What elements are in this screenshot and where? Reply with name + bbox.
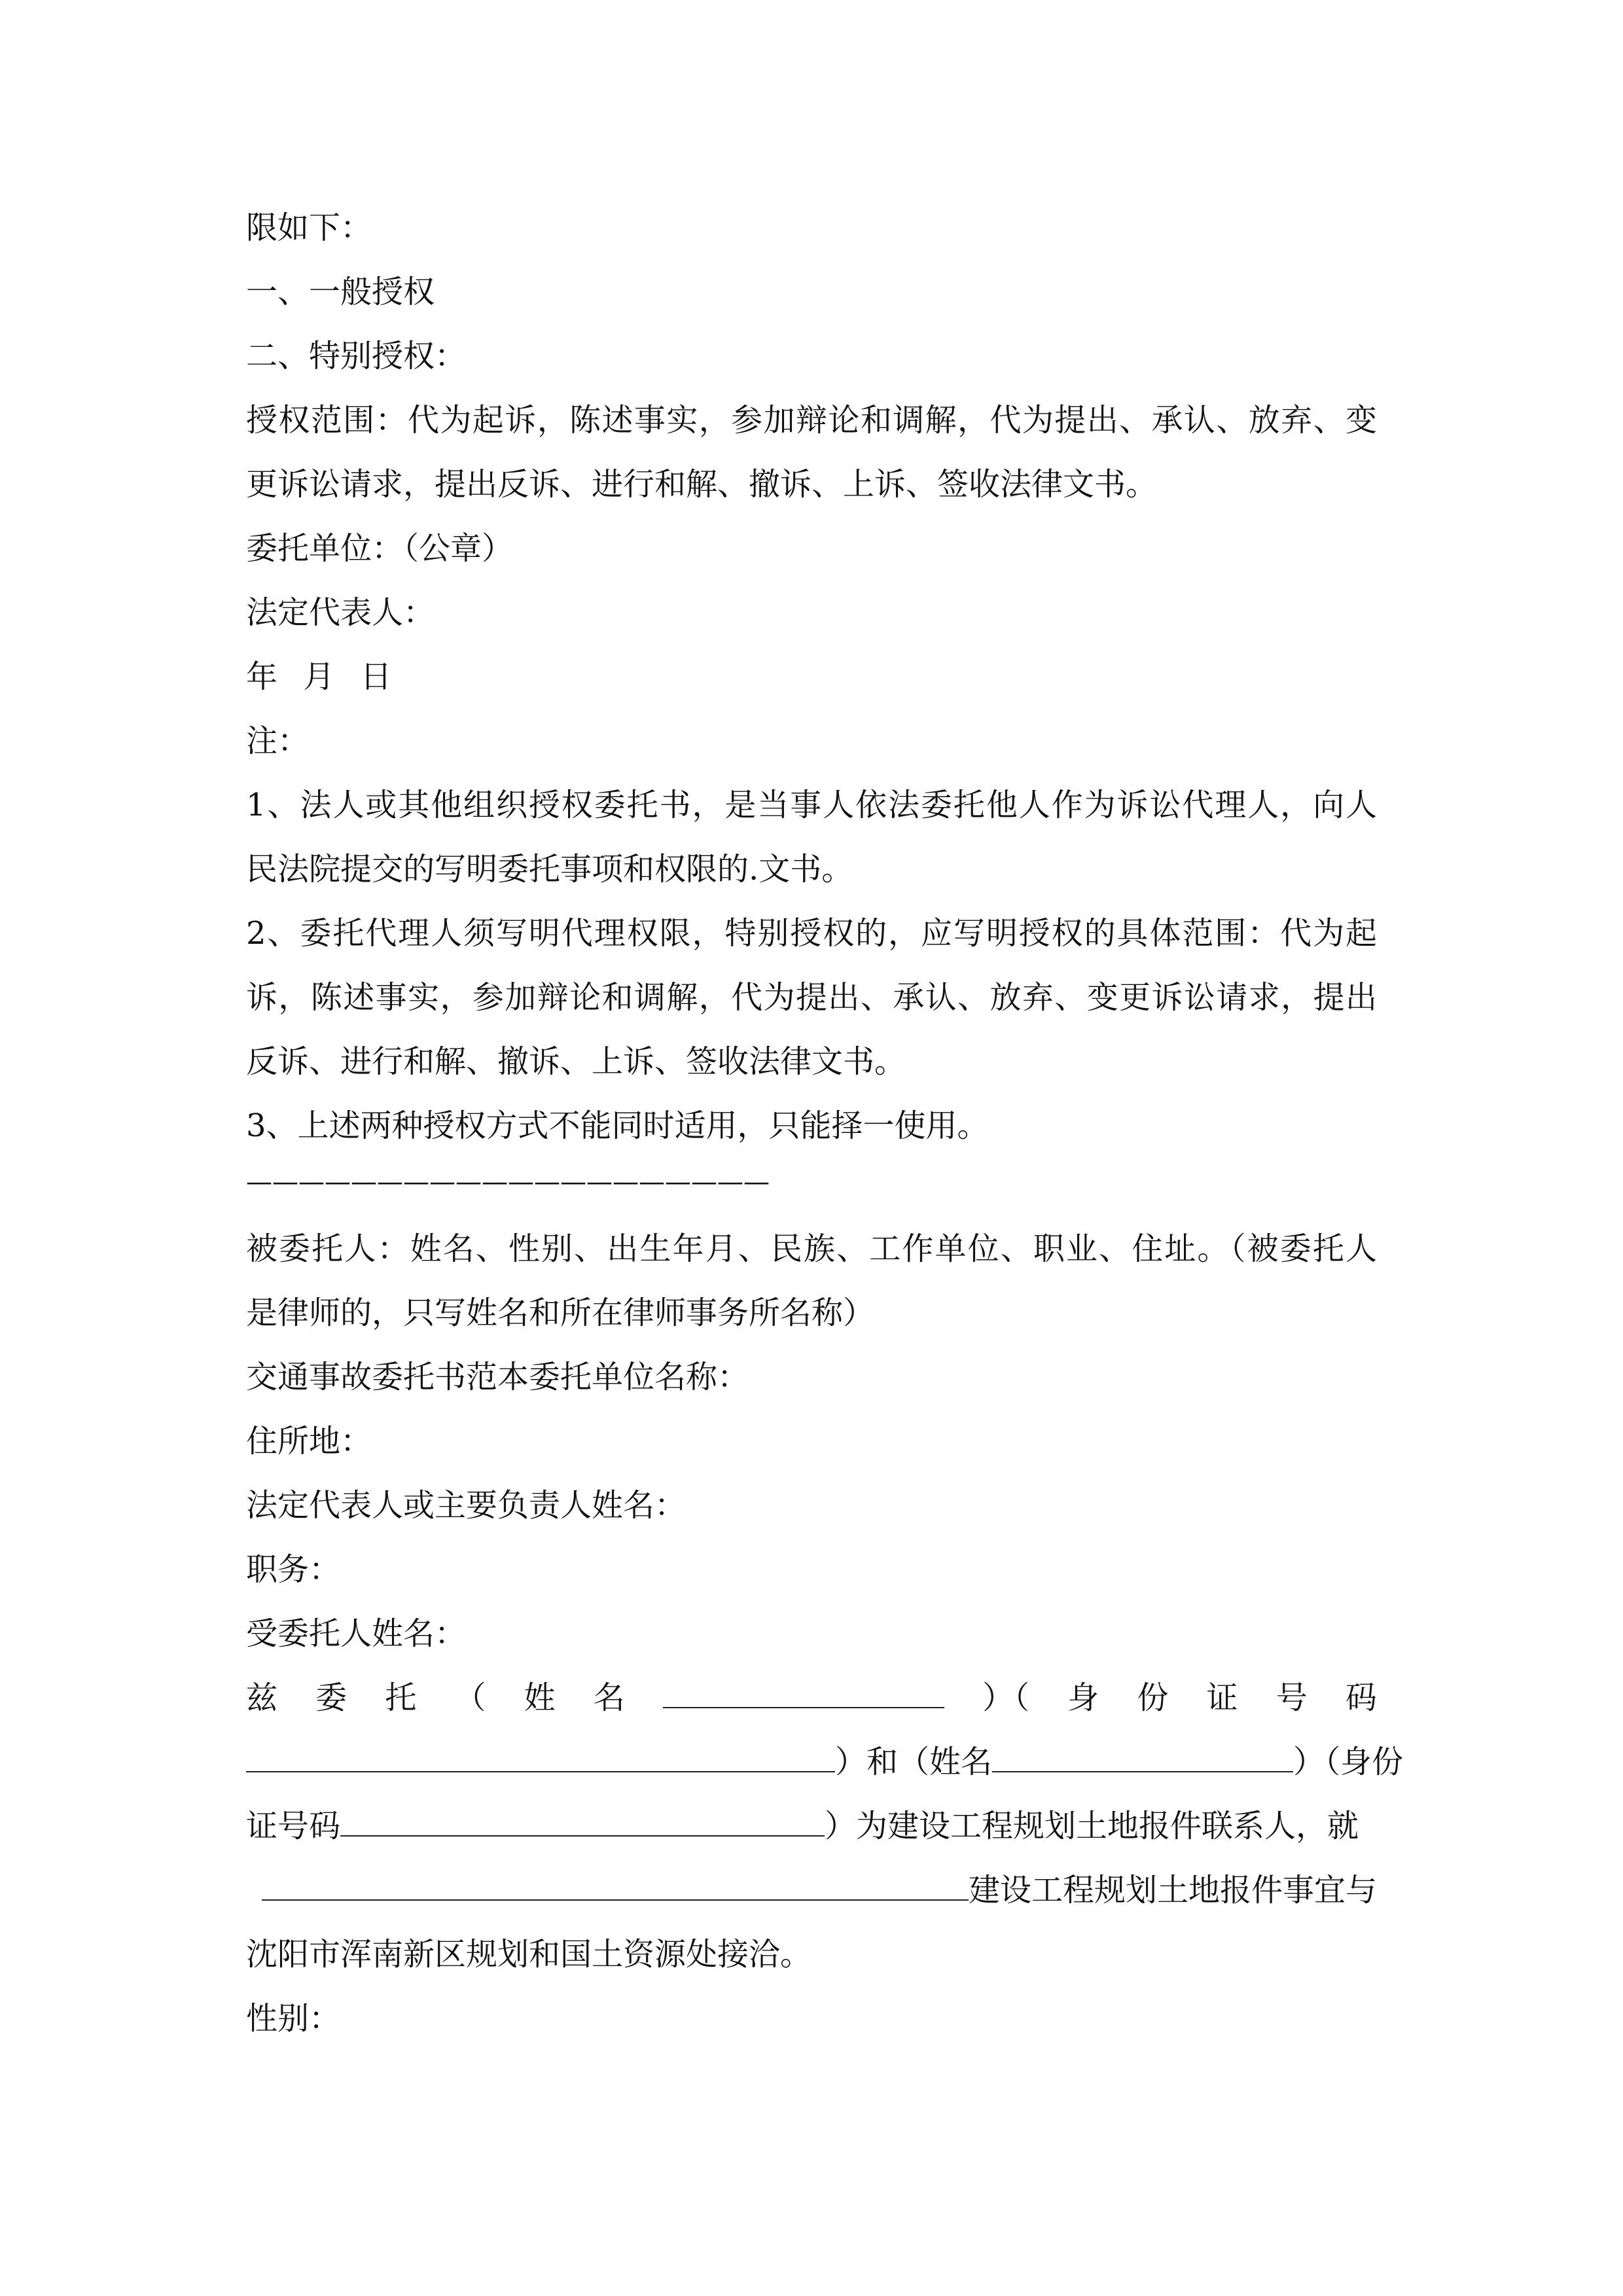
heading-general-authorization: 一、一般授权 xyxy=(246,274,435,310)
id-number-blank-2[interactable] xyxy=(340,1806,825,1837)
form-char: 委 xyxy=(315,1679,348,1716)
name-blank-2[interactable] xyxy=(992,1742,1293,1772)
text-line: 沈阳市浑南新区规划和国土资源处接洽。 xyxy=(246,1936,812,1973)
form-char: 证 xyxy=(1206,1679,1238,1716)
form-char: 姓 xyxy=(524,1679,556,1716)
text-line: 住所地： xyxy=(246,1423,372,1460)
text-line: 法定代表人或主要负责人姓名： xyxy=(246,1487,687,1524)
form-char: 托 xyxy=(385,1679,417,1716)
id-number-blank-1[interactable] xyxy=(246,1742,835,1772)
text-line: 受委托人姓名： xyxy=(246,1615,467,1652)
form-char: 码 xyxy=(1345,1679,1377,1716)
form-text: 建设工程规划土地报件事宜与 xyxy=(968,1872,1377,1909)
form-text: ）（身份 xyxy=(1293,1744,1404,1780)
date-line: 年 月 日 xyxy=(246,658,392,695)
text-line: 更诉讼请求，提出反诉、进行和解、撤诉、上诉、签收法律文书。 xyxy=(246,466,1158,503)
text-line: 民法院提交的写明委托事项和权限的.文书。 xyxy=(246,851,853,888)
text-line: 委托单位：（公章） xyxy=(246,530,514,567)
text-line: 交通事故委托书范本委托单位名称： xyxy=(246,1359,749,1395)
text-line: 被委托人：姓名、性别、出生年月、民族、工作单位、职业、住址。（被委托人 xyxy=(246,1230,1377,1267)
separator-line: ———————————————————— xyxy=(246,1167,770,1197)
text-line: 职务： xyxy=(246,1551,341,1588)
heading-special-authorization: 二、特别授权： xyxy=(246,338,467,374)
form-char: 份 xyxy=(1137,1679,1169,1716)
text-line: 是律师的，只写姓名和所在律师事务所名称） xyxy=(246,1295,875,1331)
form-text: 证号码 xyxy=(246,1808,341,1844)
name-blank-1[interactable] xyxy=(663,1678,944,1708)
text-line: 性别： xyxy=(246,2000,341,2037)
form-text: ）和（姓名 xyxy=(835,1744,993,1780)
form-line xyxy=(246,1742,1404,1782)
form-char: （ xyxy=(454,1679,486,1716)
text-line: 法定代表人： xyxy=(246,594,435,631)
text-line: 诉，陈述事实，参加辩论和调解，代为提出、承认、放弃、变更诉讼请求，提出 xyxy=(246,979,1377,1016)
form-char: ）（ xyxy=(982,1679,1030,1716)
text-line: 限如下： xyxy=(246,209,372,246)
form-char: 身 xyxy=(1067,1679,1099,1716)
note-item: 1、法人或其他组织授权委托书，是当事人依法委托他人作为诉讼代理人，向人 xyxy=(246,787,1377,823)
form-line xyxy=(246,1806,1377,1846)
form-line xyxy=(246,1871,1377,1910)
note-item: 3、上述两种授权方式不能同时适用，只能择一使用。 xyxy=(246,1107,989,1144)
form-char: 号 xyxy=(1275,1679,1308,1716)
form-char: 名 xyxy=(593,1679,625,1716)
text-line: 授权范围：代为起诉，陈述事实，参加辩论和调解，代为提出、承认、放弃、变 xyxy=(246,402,1377,439)
text-line: 反诉、进行和解、撤诉、上诉、签收法律文书。 xyxy=(246,1043,906,1080)
form-line xyxy=(246,1678,1377,1717)
note-item: 2、委托代理人须写明代理权限，特别授权的，应写明授权的具体范围：代为起 xyxy=(246,915,1377,952)
note-heading: 注： xyxy=(246,723,310,759)
form-char: 兹 xyxy=(246,1679,278,1716)
matter-blank[interactable] xyxy=(262,1871,969,1901)
form-text: ）为建设工程规划土地报件联系人，就 xyxy=(825,1808,1359,1844)
